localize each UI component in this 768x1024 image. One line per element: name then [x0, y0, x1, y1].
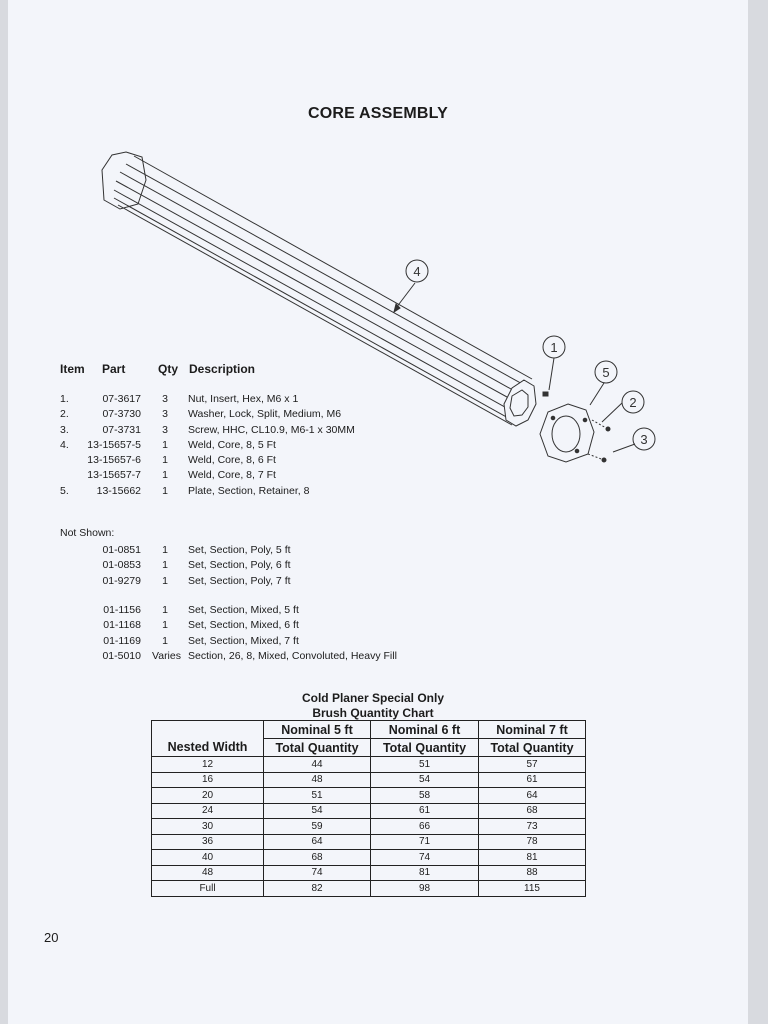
- cell-width: 36: [152, 834, 264, 850]
- cell-5ft: 59: [264, 819, 371, 835]
- cell-7ft: 88: [479, 865, 586, 881]
- parts-row: 13-15657-6 1 Weld, Core, 8, 6 Ft: [87, 454, 276, 467]
- core-tube: [114, 156, 532, 425]
- parts-row: 5. 13-15662 1 Plate, Section, Retainer, 8: [60, 484, 310, 497]
- cell-width: 20: [152, 788, 264, 804]
- cell-5ft: 64: [264, 834, 371, 850]
- cell-7ft: 73: [479, 819, 586, 835]
- not-shown-mixed-list: [8, 603, 748, 664]
- callout-3: 3: [640, 432, 648, 447]
- chart-title-line2: Brush Quantity Chart: [312, 706, 434, 720]
- cell-5ft: 51: [264, 788, 371, 804]
- table-row: [152, 819, 586, 835]
- not-shown-poly-list: [8, 543, 748, 589]
- cell-6ft: 66: [371, 819, 479, 835]
- table-corner: [152, 721, 264, 739]
- header-part: Part: [102, 362, 126, 376]
- cell-7ft: 68: [479, 803, 586, 819]
- subheader-total-quantity: Total Quantity: [479, 739, 586, 757]
- table-subheader-row: [152, 739, 586, 757]
- col-header-6ft: Nominal 6 ft: [371, 721, 479, 739]
- page-number: 20: [44, 930, 59, 945]
- not-shown-row: 01-1156 1 Set, Section, Mixed, 5 ft: [103, 604, 299, 616]
- callout-4: 4: [413, 264, 421, 279]
- page-title: CORE ASSEMBLY: [307, 105, 449, 122]
- not-shown-row: 01-1169 1 Set, Section, Mixed, 7 ft: [103, 634, 299, 647]
- cell-7ft: 64: [479, 788, 586, 804]
- parts-list: [8, 392, 748, 499]
- not-shown-row: 01-0853 1 Set, Section, Poly, 6 ft: [102, 559, 291, 572]
- manual-page: [8, 0, 748, 1024]
- cell-5ft: 68: [264, 850, 371, 866]
- callout-1: 1: [550, 340, 558, 355]
- parts-row: 2. 07-3730 3 Washer, Lock, Split, Medium, M6: [60, 408, 342, 421]
- cell-6ft: 54: [371, 772, 479, 788]
- parts-row: 1. 07-3617 3 Nut, Insert, Hex, M6 x 1: [60, 393, 299, 405]
- col-header-5ft: Nominal 5 ft: [264, 721, 371, 739]
- cell-width: Full: [152, 881, 264, 897]
- cell-width: 48: [152, 865, 264, 881]
- cell-width: 40: [152, 850, 264, 866]
- header-description: Description: [189, 362, 256, 376]
- core-left-end: [102, 152, 146, 209]
- cell-6ft: 74: [371, 850, 479, 866]
- cell-width: 24: [152, 803, 264, 819]
- col-header-7ft: Nominal 7 ft: [479, 721, 586, 739]
- cell-7ft: 61: [479, 772, 586, 788]
- not-shown-row: 01-9279 1 Set, Section, Poly, 7 ft: [102, 574, 291, 587]
- cell-6ft: 98: [371, 881, 479, 897]
- cell-5ft: 54: [264, 803, 371, 819]
- table-header-row: [152, 721, 586, 739]
- parts-row: 3. 07-3731 3 Screw, HHC, CL10.9, M6-1 x 30MM: [60, 423, 355, 436]
- not-shown-row: 01-1168 1 Set, Section, Mixed, 6 ft: [103, 619, 299, 632]
- parts-row: 13-15657-7 1 Weld, Core, 8, 7 Ft: [87, 469, 276, 482]
- cell-7ft: 115: [479, 881, 586, 897]
- cell-5ft: 44: [264, 757, 371, 773]
- callout-5: 5: [602, 365, 610, 380]
- subheader-total-quantity: Total Quantity: [371, 739, 479, 757]
- cell-6ft: 61: [371, 803, 479, 819]
- not-shown-row: 01-5010 Varies Section, 26, 8, Mixed, Convoluted, Heavy Fill: [102, 649, 397, 662]
- cell-7ft: 57: [479, 757, 586, 773]
- cell-7ft: 78: [479, 834, 586, 850]
- parts-row: 4. 13-15657-5 1 Weld, Core, 8, 5 Ft: [60, 438, 276, 451]
- brush-quantity-table: [151, 720, 586, 897]
- cell-7ft: 81: [479, 850, 586, 866]
- cell-6ft: 81: [371, 865, 479, 881]
- not-shown-row: 01-0851 1 Set, Section, Poly, 5 ft: [102, 544, 291, 556]
- row-header-nested-width: Nested Width: [152, 739, 264, 757]
- not-shown-label: Not Shown:: [60, 527, 115, 539]
- cell-6ft: 51: [371, 757, 479, 773]
- cell-6ft: 58: [371, 788, 479, 804]
- table-row: [152, 881, 586, 897]
- table-row: [152, 803, 586, 819]
- table-row: [152, 757, 586, 773]
- chart-title-line1: Cold Planer Special Only: [301, 691, 445, 705]
- header-qty: Qty: [158, 362, 179, 376]
- chart-title: [238, 691, 508, 721]
- table-row: [152, 834, 586, 850]
- subheader-total-quantity: Total Quantity: [264, 739, 371, 757]
- table-row: [152, 865, 586, 881]
- cell-5ft: 48: [264, 772, 371, 788]
- table-row: [152, 772, 586, 788]
- cell-5ft: 74: [264, 865, 371, 881]
- cell-width: 16: [152, 772, 264, 788]
- cell-5ft: 82: [264, 881, 371, 897]
- table-row: [152, 850, 586, 866]
- callout-2: 2: [629, 395, 637, 410]
- cell-width: 30: [152, 819, 264, 835]
- cell-width: 12: [152, 757, 264, 773]
- table-row: [152, 788, 586, 804]
- header-item: Item: [60, 362, 85, 376]
- cell-6ft: 71: [371, 834, 479, 850]
